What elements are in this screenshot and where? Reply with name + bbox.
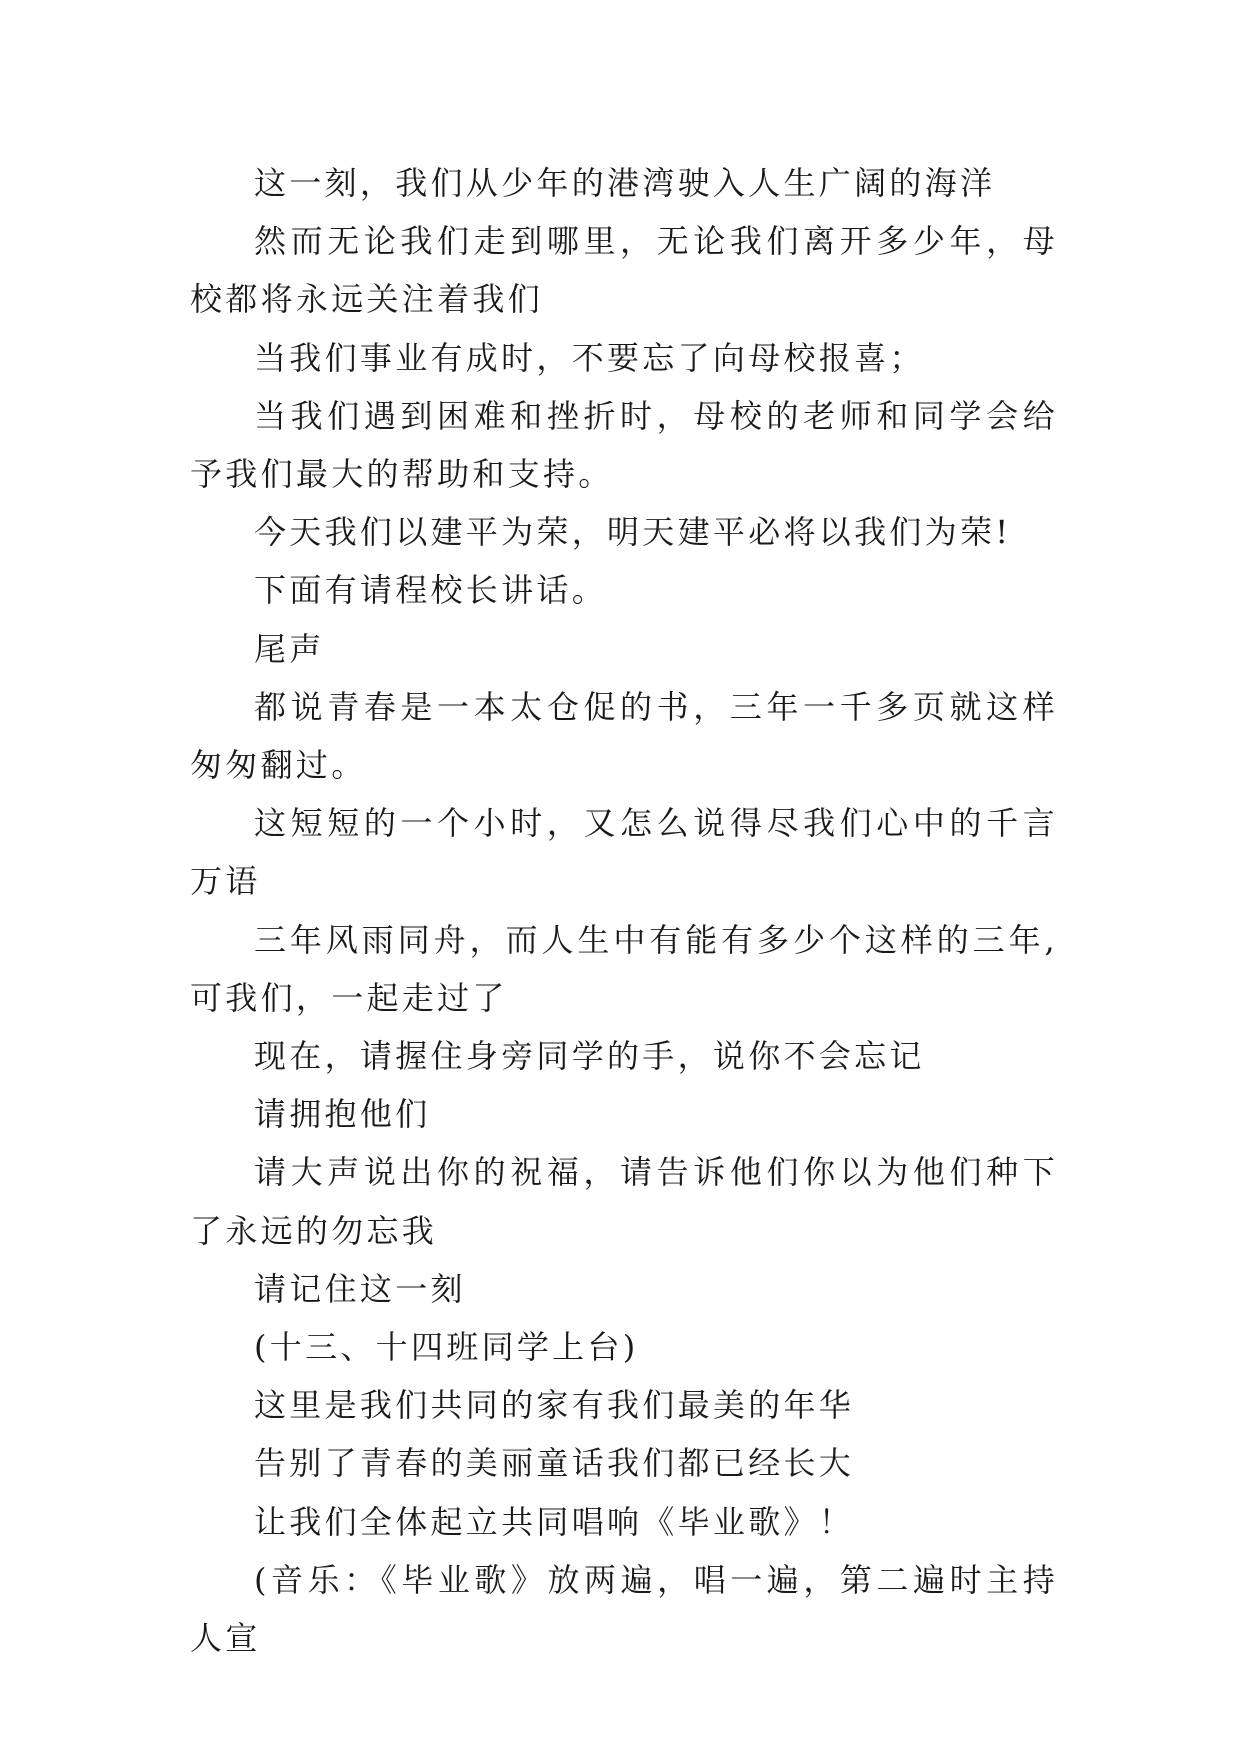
document-body — [190, 154, 1058, 1667]
paragraph: 这短短的一个小时，又怎么说得尽我们心中的千言万语 — [190, 804, 1058, 901]
paragraph: 请记住这一刻 — [254, 1269, 466, 1308]
paragraph: 下面有请程校长讲话。 — [254, 571, 608, 610]
paragraph: 当我们事业有成时，不要忘了向母校报喜； — [254, 338, 925, 377]
stage-direction: (音乐：《毕业歌》放两遍，唱一遍，第二遍时主持人宣 — [190, 1560, 1058, 1658]
paragraph: 现在，请握住身旁同学的手，说你不会忘记 — [254, 1037, 925, 1076]
stage-direction: (十三、十四班同学上台) — [254, 1328, 639, 1367]
paragraph: 这里是我们共同的家有我们最美的年华 — [254, 1386, 855, 1425]
paragraph: 请大声说出你的祝福，请告诉他们你以为他们种下了永远的勿忘我 — [190, 1153, 1058, 1250]
paragraph: 三年风雨同舟，而人生中有能有多少个这样的三年,可我们，一起走过了 — [190, 920, 1058, 1017]
paragraph: 当我们遇到困难和挫折时，母校的老师和同学会给予我们最大的帮助和支持。 — [190, 396, 1058, 494]
paragraph: 这一刻，我们从少年的港湾驶入人生广阔的海洋 — [254, 164, 996, 202]
paragraph: 请拥抱他们 — [254, 1095, 431, 1134]
paragraph: 今天我们以建平为荣，明天建平必将以我们为荣! — [254, 513, 1012, 552]
paragraph: 让我们全体起立共同唱响《毕业歌》！ — [254, 1502, 855, 1541]
paragraph: 然而无论我们走到哪里，无论我们离开多少年，母校都将永远关注着我们 — [190, 222, 1058, 319]
paragraph: 告别了青春的美丽童话我们都已经长大 — [254, 1444, 855, 1483]
paragraph: 都说青春是一本太仓促的书，三年一千多页就这样匆匆翻过。 — [190, 687, 1058, 785]
section-heading: 尾声 — [254, 629, 325, 668]
